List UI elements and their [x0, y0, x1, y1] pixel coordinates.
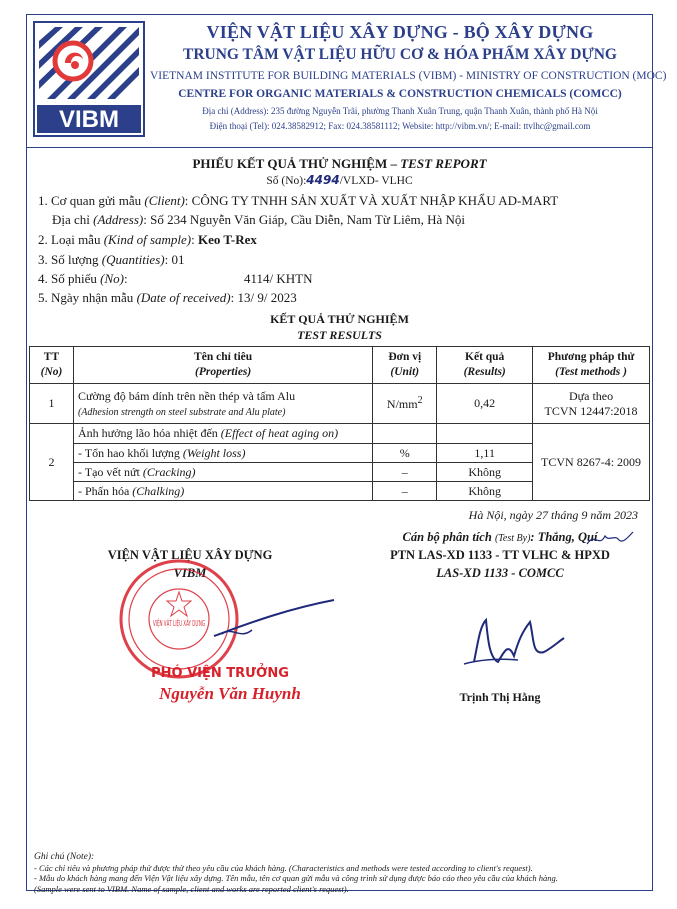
lab-name: PTN LAS-XD 1133 - TT VLHC & HPXD [390, 548, 610, 562]
left-signature-stroke [212, 596, 338, 646]
address-line: Địa chỉ (Address): 235 đường Nguyễn Trãi, phường Thanh Xuân Trung, quận Thanh Xuân, thành phố Hà Nội [202, 106, 598, 116]
institute-name: VIỆN VẬT LIỆU XÂY DỰNG - BỘ XÂY DỰNG [206, 22, 594, 42]
header-divider [26, 147, 653, 148]
table-row: - Tạo vết nứt (Cracking) – Không [30, 463, 650, 482]
received-date-line: 5. Ngày nhận mẫu (Date of received): 13/ 9/ 2023 [38, 290, 297, 305]
centre-name: TRUNG TÂM VẬT LIỆU HỮU CƠ & HÓA PHẨM XÂY DỰNG [182, 46, 617, 63]
deputy-director-name: Nguyễn Văn Huynh [159, 684, 301, 703]
deputy-director-title: PHÓ VIỆN TRƯỞNG [151, 666, 289, 681]
analyst-name: Trịnh Thị Hằng [459, 690, 541, 704]
results-title-en: TEST RESULTS [297, 328, 382, 342]
analyst-line: Cán bộ phân tích (Test By): Thắng, Quí [402, 530, 598, 544]
results-table [29, 346, 650, 501]
report-number: Số (No):4494/VLXD- VLHC [266, 173, 413, 187]
results-title: KẾT QUẢ THỬ NGHIỆM [270, 312, 409, 326]
vibm-logo [33, 21, 145, 137]
table-row: 2 Ảnh hưởng lão hóa nhiệt đến (Effect of heat aging on) TCVN 8267-4: 2009 [30, 424, 650, 444]
centre-name-en: CENTRE FOR ORGANIC MATERIALS & CONSTRUCTION CHEMICALS (COMCC) [178, 88, 622, 100]
table-row: - Tổn hao khối lượng (Weight loss) % 1,11 [30, 444, 650, 463]
handwritten-number: 4494 [306, 173, 340, 187]
quantity-line: 3. Số lượng (Quantities): 01 [38, 252, 185, 267]
small-signature-stroke [585, 528, 635, 550]
left-org-name: VIỆN VẬT LIỆU XÂY DỰNG [107, 548, 273, 562]
right-signature-stroke [458, 612, 568, 672]
notes-section: Ghi chú (Note): - Các chỉ tiêu và phương pháp thử được thử theo yêu cầu của khách hàng. (Characteristics and methods were tested according to client's request). - Mẫu do khách hàng mang đến Viện Vật liệu xây dựng. Tên mẫu, tên cơ quan gửi mẫu và công trình sử dụng được báo cáo theo yêu cầu của khách hàng. (Sample were sent to VIBM. Name of sample, client and works are reported client's request). [34, 852, 558, 894]
col-results: Kết quả (Results) [437, 347, 533, 384]
table-row: 1 Cường độ bám dính trên nền thép và tấm Alu (Adhesion strength on steel substrate and Alu plate) $N/mm^2$ 0,42 Dựa theo TCVN 12447:2018 [30, 384, 650, 424]
svg-text:VIỆN VẬT LIỆU XÂY DỰNG: VIỆN VẬT LIỆU XÂY DỰNG [153, 619, 257, 628]
left-org-en: VIBM [173, 566, 207, 580]
logo-text: VIBM [59, 106, 119, 133]
report-title: PHIẾU KẾT QUẢ THỬ NGHIỆM – TEST REPORT [192, 156, 487, 171]
institute-name-en: VIETNAM INSTITUTE FOR BUILDING MATERIALS (VIBM) - MINISTRY OF CONSTRUCTION (MOC) [150, 70, 667, 82]
client-line: 1. Cơ quan gửi mẫu (Client): CÔNG TY TNHH SẢN XUẤT VÀ XUẤT NHẬP KHẨU AD-MART [38, 193, 559, 208]
col-properties: Tên chỉ tiêu (Properties) [73, 347, 372, 384]
lab-name-en: LAS-XD 1133 - COMCC [436, 566, 564, 580]
sample-line: 2. Loại mẫu (Kind of sample): Keo T-Rex [38, 232, 257, 247]
table-row: - Phấn hóa (Chalking) – Không [30, 482, 650, 501]
col-tt: TT (No) [30, 347, 74, 384]
contact-line: Điện thoại (Tel): 024.38582912; Fax: 024.38581112; Website: http://vibm.vn/; E-mail: ttvlhc@gmail.com [209, 121, 591, 131]
col-methods: Phương pháp thử (Test methods ) [533, 347, 650, 384]
ticket-line: 4. Số phiếu (No): 4114/ KHTN [38, 271, 313, 286]
table-header-row [30, 347, 650, 384]
col-unit: Đơn vị (Unit) [373, 347, 437, 384]
issue-date: Hà Nội, ngày 27 tháng 9 năm 2023 [468, 508, 638, 522]
address-info-line: Địa chỉ (Address): Số 234 Nguyễn Văn Giáp, Cầu Diễn, Nam Từ Liêm, Hà Nội [52, 212, 466, 227]
